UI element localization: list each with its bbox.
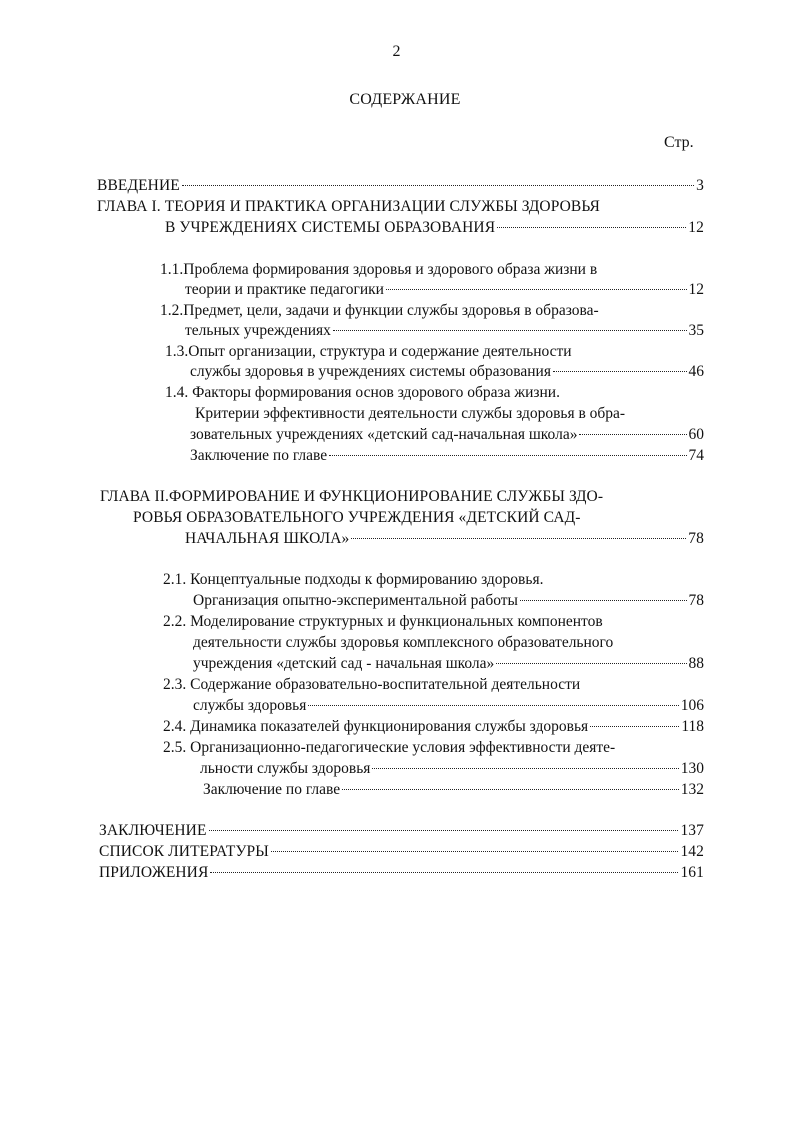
toc-entry-chapter-1[interactable]: [165, 218, 704, 238]
section-1-3-line1[interactable]: 1.3.Опыт организации, структура и содержание деятельности: [165, 343, 572, 360]
toc-entry-section-1-1[interactable]: [185, 280, 704, 300]
toc-entry-bibliography[interactable]: [99, 842, 704, 862]
dot-leader: [210, 872, 678, 873]
toc-entry-page: 118: [681, 718, 704, 735]
section-2-1-line2: Организация опытно-экспериментальной работы: [193, 592, 518, 609]
toc-entry-intro[interactable]: [97, 176, 704, 196]
toc-entry-conclusion[interactable]: [99, 821, 704, 841]
toc-entry-text: ВВЕДЕНИЕ: [97, 177, 180, 194]
page-number: 2: [392, 43, 401, 60]
dot-leader: [496, 663, 686, 664]
section-2-4-line1: 2.4. Динамика показателей функционирования службы здоровья: [163, 718, 589, 735]
chapter-2-title-line2[interactable]: РОВЬЯ ОБРАЗОВАТЕЛЬНОГО УЧРЕЖДЕНИЯ «ДЕТСКИЙ САД-: [133, 509, 581, 526]
chapter-1-title-line1[interactable]: ГЛАВА I. ТЕОРИЯ И ПРАКТИКА ОРГАНИЗАЦИИ СЛУЖБЫ ЗДОРОВЬЯ: [97, 198, 600, 215]
toc-entry-page: 106: [680, 697, 704, 714]
dot-leader: [553, 371, 687, 372]
section-1-2-line2: тельных учреждениях: [185, 322, 331, 339]
toc-entry-text: СПИСОК ЛИТЕРАТУРЫ: [99, 843, 269, 860]
toc-entry-chapter-1-conclusion[interactable]: [190, 446, 704, 466]
section-1-4-line3: зовательных учреждениях «детский сад-начальная школа»: [190, 426, 578, 443]
section-2-5-line2: льности службы здоровья: [200, 760, 371, 777]
dot-leader: [182, 185, 694, 186]
dot-leader: [342, 789, 679, 790]
toc-entry-chapter-2[interactable]: [185, 529, 704, 549]
toc-entry-section-1-3[interactable]: [190, 362, 704, 382]
toc-entry-page: 137: [680, 822, 704, 839]
section-1-4-line2[interactable]: Критерии эффективности деятельности службы здоровья в обра-: [195, 405, 626, 422]
chapter-2-title-line1[interactable]: ГЛАВА II.ФОРМИРОВАНИЕ И ФУНКЦИОНИРОВАНИЕ СЛУЖБЫ ЗДО-: [100, 488, 604, 505]
dot-leader: [372, 768, 678, 769]
toc-entry-section-2-1[interactable]: [193, 591, 704, 611]
toc-entry-section-1-2[interactable]: [185, 321, 704, 341]
toc-entry-text: ПРИЛОЖЕНИЯ: [99, 864, 209, 881]
section-2-3-line2: службы здоровья: [193, 697, 307, 714]
toc-entry-page: 12: [688, 281, 704, 298]
section-1-1-line2: теории и практике педагогики: [185, 281, 384, 298]
toc-entry-page: 3: [696, 177, 704, 194]
dot-leader: [497, 227, 686, 228]
toc-entry-page: 78: [688, 530, 704, 547]
toc-entry-page: 142: [680, 843, 704, 860]
toc-entry-page: 88: [688, 655, 704, 672]
section-2-2-line1[interactable]: 2.2. Моделирование структурных и функциональных компонентов: [163, 613, 603, 630]
toc-entry-page: 60: [688, 426, 704, 443]
toc-entry-text: Заключение по главе: [190, 447, 328, 464]
dot-leader: [579, 434, 686, 435]
toc-entry-section-2-5[interactable]: [200, 759, 704, 779]
toc-entry-page: 74: [688, 447, 704, 464]
dot-leader: [351, 538, 686, 539]
toc-entry-page: 78: [688, 592, 704, 609]
section-1-2-line1[interactable]: 1.2.Предмет, цели, задачи и функции службы здоровья в образова-: [160, 302, 599, 319]
toc-entry-chapter-2-conclusion[interactable]: [203, 780, 704, 800]
section-2-2-line3: учреждения «детский сад - начальная школа»: [193, 655, 495, 672]
toc-entry-section-2-4[interactable]: [163, 717, 704, 737]
section-2-3-line1[interactable]: 2.3. Содержание образовательно-воспитательной деятельности: [163, 676, 581, 693]
toc-entry-page: 12: [688, 219, 704, 236]
section-2-5-line1[interactable]: 2.5. Организационно-педагогические условия эффективности деяте-: [163, 739, 616, 756]
dot-leader: [520, 600, 687, 601]
section-2-1-line1[interactable]: 2.1. Концептуальные подходы к формированию здоровья.: [163, 571, 544, 588]
toc-entry-page: 130: [680, 760, 704, 777]
section-2-2-line2[interactable]: деятельности службы здоровья комплексного образовательного: [193, 634, 614, 651]
toc-entry-page: 161: [680, 864, 704, 881]
section-1-4-line1[interactable]: 1.4. Факторы формирования основ здорового образа жизни.: [165, 384, 560, 401]
toc-entry-page: 46: [688, 363, 704, 380]
toc-title: СОДЕРЖАНИЕ: [349, 91, 461, 108]
toc-entry-text: ЗАКЛЮЧЕНИЕ: [99, 822, 207, 839]
dot-leader: [386, 289, 687, 290]
page-column-label: Стр.: [664, 134, 694, 151]
toc-entry-text: Заключение по главе: [203, 781, 341, 798]
toc-entry-page: 132: [680, 781, 704, 798]
toc-entry-section-1-4[interactable]: [190, 425, 704, 445]
dot-leader: [209, 830, 679, 831]
dot-leader: [329, 455, 686, 456]
toc-entry-appendices[interactable]: [99, 863, 704, 883]
chapter-2-title-line3: НАЧАЛЬНАЯ ШКОЛА»: [185, 530, 350, 547]
dot-leader: [308, 705, 678, 706]
section-1-1-line1[interactable]: 1.1.Проблема формирования здоровья и здорового образа жизни в: [160, 261, 598, 278]
section-1-3-line2: службы здоровья в учреждениях системы образования: [190, 363, 551, 380]
toc-entry-section-2-2[interactable]: [193, 654, 704, 674]
chapter-1-title-line2: В УЧРЕЖДЕНИЯХ СИСТЕМЫ ОБРАЗОВАНИЯ: [165, 219, 496, 236]
dot-leader: [590, 726, 679, 727]
toc-entry-page: 35: [688, 322, 704, 339]
dot-leader: [271, 851, 679, 852]
toc-entry-section-2-3[interactable]: [193, 696, 704, 716]
dot-leader: [333, 330, 687, 331]
